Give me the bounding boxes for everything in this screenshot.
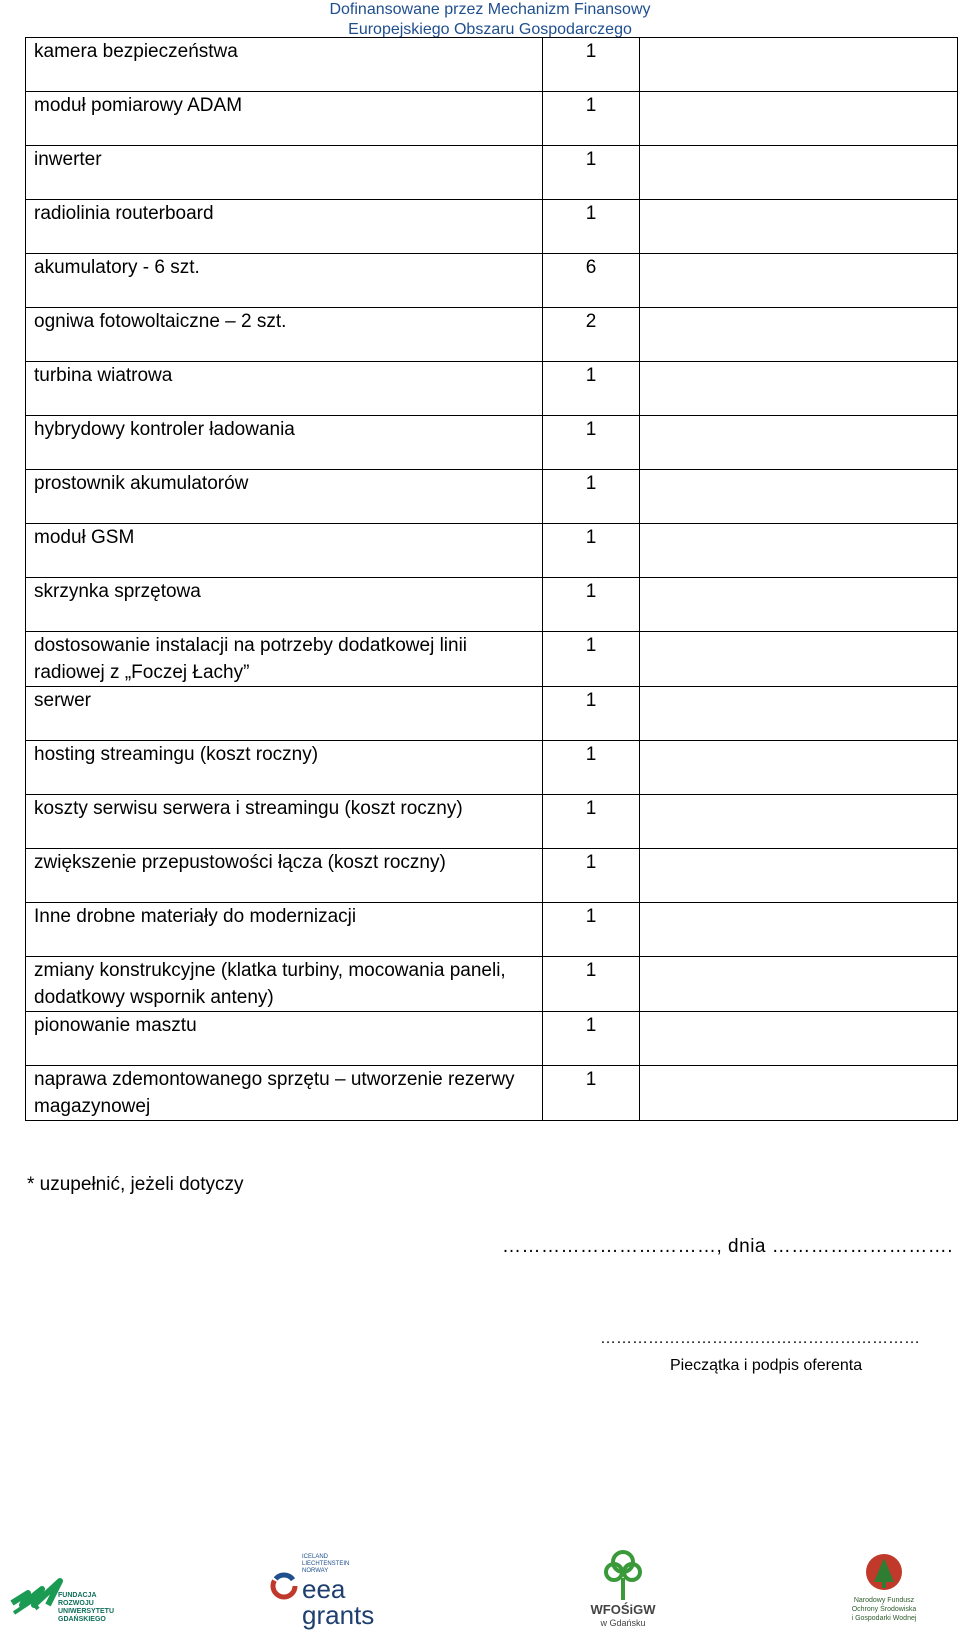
fundacja-logo — [8, 1555, 118, 1625]
item-quantity-cell: 1 — [543, 957, 640, 1012]
item-quantity-cell: 1 — [543, 92, 640, 146]
item-price-cell[interactable] — [640, 92, 958, 146]
item-name-cell: ogniwa fotowoltaiczne – 2 szt. — [26, 308, 543, 362]
footnote: * uzupełnić, jeżeli dotyczy — [27, 1174, 244, 1195]
item-quantity-cell: 1 — [543, 38, 640, 92]
table-row — [26, 687, 958, 741]
item-name-cell: inwerter — [26, 146, 543, 200]
item-quantity-cell: 2 — [543, 308, 640, 362]
table-row — [26, 92, 958, 146]
item-name-cell: hybrydowy kontroler ładowania — [26, 416, 543, 470]
table-row — [26, 1066, 958, 1121]
item-price-cell[interactable] — [640, 362, 958, 416]
item-name-cell: prostownik akumulatorów — [26, 470, 543, 524]
table-row — [26, 470, 958, 524]
svg-text:FUNDACJA: FUNDACJA — [58, 1592, 97, 1599]
table-row — [26, 416, 958, 470]
items-table — [25, 37, 958, 1121]
item-price-cell[interactable] — [640, 308, 958, 362]
place-date-line: ……………………………, dnia ………………………. — [502, 1236, 954, 1257]
item-name-cell: radiolinia routerboard — [26, 200, 543, 254]
item-quantity-cell: 1 — [543, 470, 640, 524]
table-row — [26, 578, 958, 632]
table-row — [26, 308, 958, 362]
table-row — [26, 957, 958, 1012]
item-price-cell[interactable] — [640, 200, 958, 254]
item-quantity-cell: 6 — [543, 254, 640, 308]
item-name-cell: moduł GSM — [26, 524, 543, 578]
svg-text:eea: eea — [302, 1574, 346, 1604]
item-price-cell[interactable] — [640, 632, 958, 687]
svg-text:LIECHTENSTEIN: LIECHTENSTEIN — [302, 1561, 350, 1567]
item-name-cell: skrzynka sprzętowa — [26, 578, 543, 632]
nfosigw-logo — [850, 1552, 960, 1632]
item-price-cell[interactable] — [640, 903, 958, 957]
item-quantity-cell: 1 — [543, 741, 640, 795]
svg-text:Narodowy Fundusz: Narodowy Fundusz — [853, 1597, 915, 1604]
svg-text:GDAŃSKIEGO: GDAŃSKIEGO — [58, 1616, 106, 1623]
svg-text:UNIWERSYTETU: UNIWERSYTETU — [58, 1608, 114, 1615]
table-row — [26, 38, 958, 92]
table-row — [26, 632, 958, 687]
item-quantity-cell: 1 — [543, 632, 640, 687]
item-quantity-cell: 1 — [543, 903, 640, 957]
item-name-cell: zwiększenie przepustowości łącza (koszt roczny) — [26, 849, 543, 903]
item-name-cell: moduł pomiarowy ADAM — [26, 92, 543, 146]
item-name-cell: koszty serwisu serwera i streamingu (koszt roczny) — [26, 795, 543, 849]
table-row — [26, 1012, 958, 1066]
item-name-cell: Inne drobne materiały do modernizacji — [26, 903, 543, 957]
table-row — [26, 795, 958, 849]
table-row — [26, 146, 958, 200]
funding-header-line2: Europejskiego Obszaru Gospodarczego — [348, 21, 632, 38]
item-price-cell[interactable] — [640, 524, 958, 578]
table-row — [26, 200, 958, 254]
item-quantity-cell: 1 — [543, 578, 640, 632]
wfosigw-logo — [578, 1548, 668, 1630]
svg-text:NORWAY: NORWAY — [302, 1568, 329, 1574]
funding-header-line1: Dofinansowane przez Mechanizm Finansowy — [329, 1, 651, 18]
item-price-cell[interactable] — [640, 38, 958, 92]
item-quantity-cell: 1 — [543, 200, 640, 254]
item-price-cell[interactable] — [640, 849, 958, 903]
item-quantity-cell: 1 — [543, 416, 640, 470]
item-name-cell: pionowanie masztu — [26, 1012, 543, 1066]
item-name-cell: dostosowanie instalacji na potrzeby dodatkowej linii radiowej z „Foczej Łachy” — [26, 632, 543, 687]
item-quantity-cell: 1 — [543, 524, 640, 578]
table-row — [26, 524, 958, 578]
item-name-cell: zmiany konstrukcyjne (klatka turbiny, mocowania paneli, dodatkowy wspornik anteny) — [26, 957, 543, 1012]
table-row — [26, 849, 958, 903]
item-name-cell: naprawa zdemontowanego sprzętu – utworzenie rezerwy magazynowej — [26, 1066, 543, 1121]
svg-text:WFOŚiGW: WFOŚiGW — [590, 1602, 656, 1617]
item-price-cell[interactable] — [640, 795, 958, 849]
item-name-cell: turbina wiatrowa — [26, 362, 543, 416]
item-price-cell[interactable] — [640, 687, 958, 741]
item-quantity-cell: 1 — [543, 1012, 640, 1066]
table-row — [26, 741, 958, 795]
table-row — [26, 903, 958, 957]
item-price-cell[interactable] — [640, 578, 958, 632]
item-name-cell: hosting streamingu (koszt roczny) — [26, 741, 543, 795]
item-price-cell[interactable] — [640, 470, 958, 524]
signature-label: Pieczątka i podpis oferenta — [670, 1357, 863, 1374]
item-name-cell: serwer — [26, 687, 543, 741]
item-price-cell[interactable] — [640, 254, 958, 308]
svg-text:ROZWOJU: ROZWOJU — [58, 1600, 94, 1607]
item-price-cell[interactable] — [640, 1012, 958, 1066]
item-quantity-cell: 1 — [543, 1066, 640, 1121]
item-quantity-cell: 1 — [543, 362, 640, 416]
item-quantity-cell: 1 — [543, 795, 640, 849]
table-row — [26, 362, 958, 416]
item-name-cell: akumulatory - 6 szt. — [26, 254, 543, 308]
item-name-cell: kamera bezpieczeństwa — [26, 38, 543, 92]
svg-text:ICELAND: ICELAND — [302, 1554, 329, 1560]
item-quantity-cell: 1 — [543, 146, 640, 200]
svg-text:Ochrony Środowiska: Ochrony Środowiska — [851, 1606, 917, 1613]
item-price-cell[interactable] — [640, 416, 958, 470]
item-price-cell[interactable] — [640, 1066, 958, 1121]
item-price-cell[interactable] — [640, 957, 958, 1012]
item-quantity-cell: 1 — [543, 849, 640, 903]
svg-text:i Gospodarki Wodnej: i Gospodarki Wodnej — [851, 1615, 917, 1622]
table-row — [26, 254, 958, 308]
item-quantity-cell: 1 — [543, 687, 640, 741]
svg-text:grants: grants — [302, 1600, 375, 1630]
funding-header — [305, 0, 675, 40]
signature-dots: …………………………………………………… — [600, 1330, 920, 1347]
eea-grants-logo — [270, 1550, 380, 1630]
item-price-cell[interactable] — [640, 146, 958, 200]
svg-text:w Gdańsku: w Gdańsku — [600, 1618, 646, 1628]
item-price-cell[interactable] — [640, 741, 958, 795]
